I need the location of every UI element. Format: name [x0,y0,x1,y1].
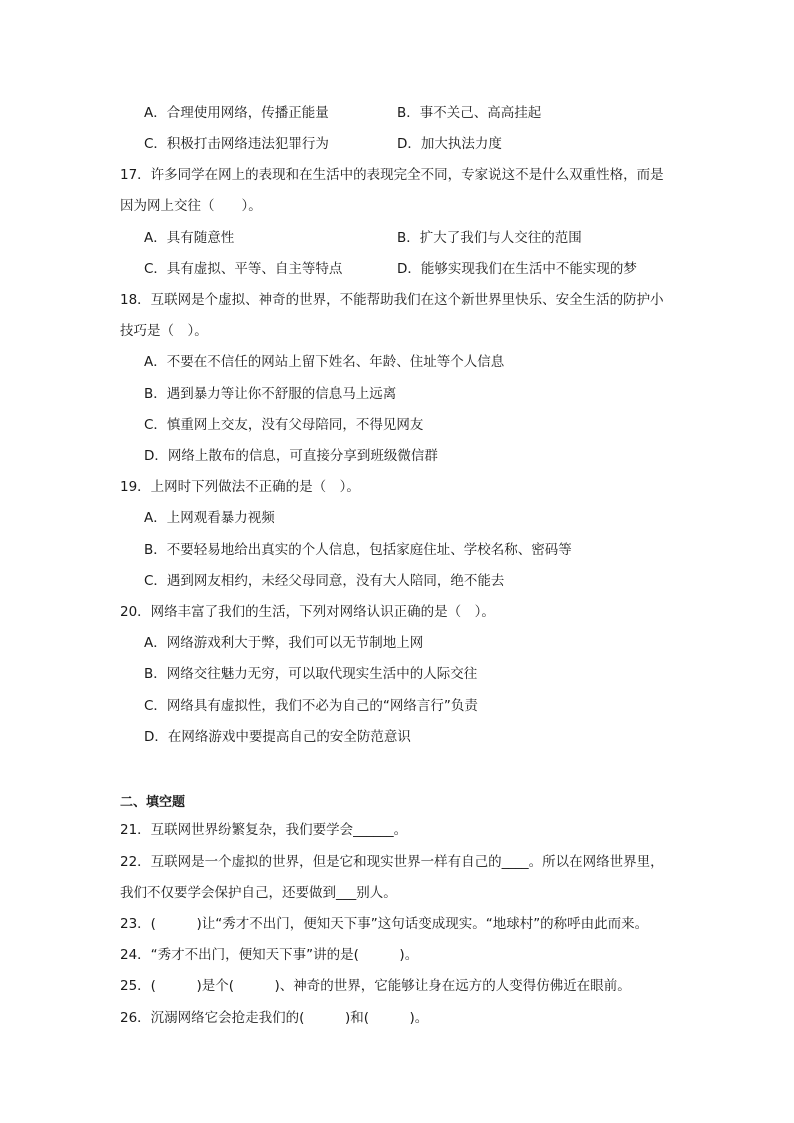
q17-option-a: A．具有随意性 [144,230,235,246]
q20-option-b: B．网络交往魅力无穷，可以取代现实生活中的人际交往 [144,666,478,682]
q20-option-d: D．在网络游戏中要提高自己的安全防范意识 [144,729,411,745]
q18-option-d: D．网络上散布的信息，可直接分享到班级微信群 [144,448,438,464]
q18-stem-line1: 18．互联网是个虚拟、神奇的世界，不能帮助我们在这个新世界里快乐、安全生活的防护小 [120,292,664,308]
q17-option-d: D．能够实现我们在生活中不能实现的梦 [397,261,637,277]
q16-option-b: B．事不关己、高高挂起 [397,105,542,121]
q19-option-b: B．不要轻易地给出真实的个人信息，包括家庭住址、学校名称、密码等 [144,542,572,558]
q16-option-c: C．积极打击网络违法犯罪行为 [144,136,329,152]
q19-stem: 19．上网时下列做法不正确的是（ ）。 [120,479,360,495]
q20-stem: 20．网络丰富了我们的生活，下列对网络认识正确的是（ ）。 [120,604,495,620]
q19-option-a: A．上网观看暴力视频 [144,510,275,526]
q20-option-a: A．网络游戏利大于弊，我们可以无节制地上网 [144,635,424,651]
q24: 24．“秀才不出门，便知天下事”讲的是( )。 [120,947,419,963]
q16-option-a: A．合理使用网络，传播正能量 [144,105,329,121]
q17-option-b: B．扩大了我们与人交往的范围 [397,230,582,246]
section-title-fill-in: 二、填空题 [120,795,186,810]
q18-option-a: A．不要在不信任的网站上留下姓名、年龄、住址等个人信息 [144,354,505,370]
q20-option-c: C．网络具有虚拟性，我们不必为自己的“网络言行”负责 [144,698,478,714]
q22-line2: 我们不仅要学会保护自己，还要做到___别人。 [120,885,397,901]
q26: 26．沉溺网络它会抢走我们的( )和( )。 [120,1010,429,1026]
q25: 25．( )是个( )、神奇的世界，它能够让身在远方的人变得仿佛近在眼前。 [120,978,631,994]
q18-option-c: C．慎重网上交友，没有父母陪同，不得见网友 [144,417,424,433]
q17-stem-line1: 17．许多同学在网上的表现和在生活中的表现完全不同，专家说这不是什么双重性格，而是 [120,167,664,183]
q21: 21．互联网世界纷繁复杂，我们要学会______。 [120,822,408,838]
q16-option-d: D．加大执法力度 [397,136,502,152]
q22-line1: 22．互联网是一个虚拟的世界，但是它和现实世界一样有自己的____。所以在网络世界里， [120,854,664,870]
q18-stem-line2: 技巧是（ ）。 [120,323,208,339]
q18-option-b: B．遇到暴力等让你不舒服的信息马上远离 [144,386,397,402]
q17-stem-line2: 因为网上交往（ ）。 [120,198,262,214]
q17-option-c: C．具有虚拟、平等、自主等特点 [144,261,343,277]
q23: 23．( )让“秀才不出门，便知天下事”这句话变成现实。“地球村”的称呼由此而来。 [120,916,649,932]
q19-option-c: C．遇到网友相约，未经父母同意，没有大人陪同，绝不能去 [144,573,505,589]
